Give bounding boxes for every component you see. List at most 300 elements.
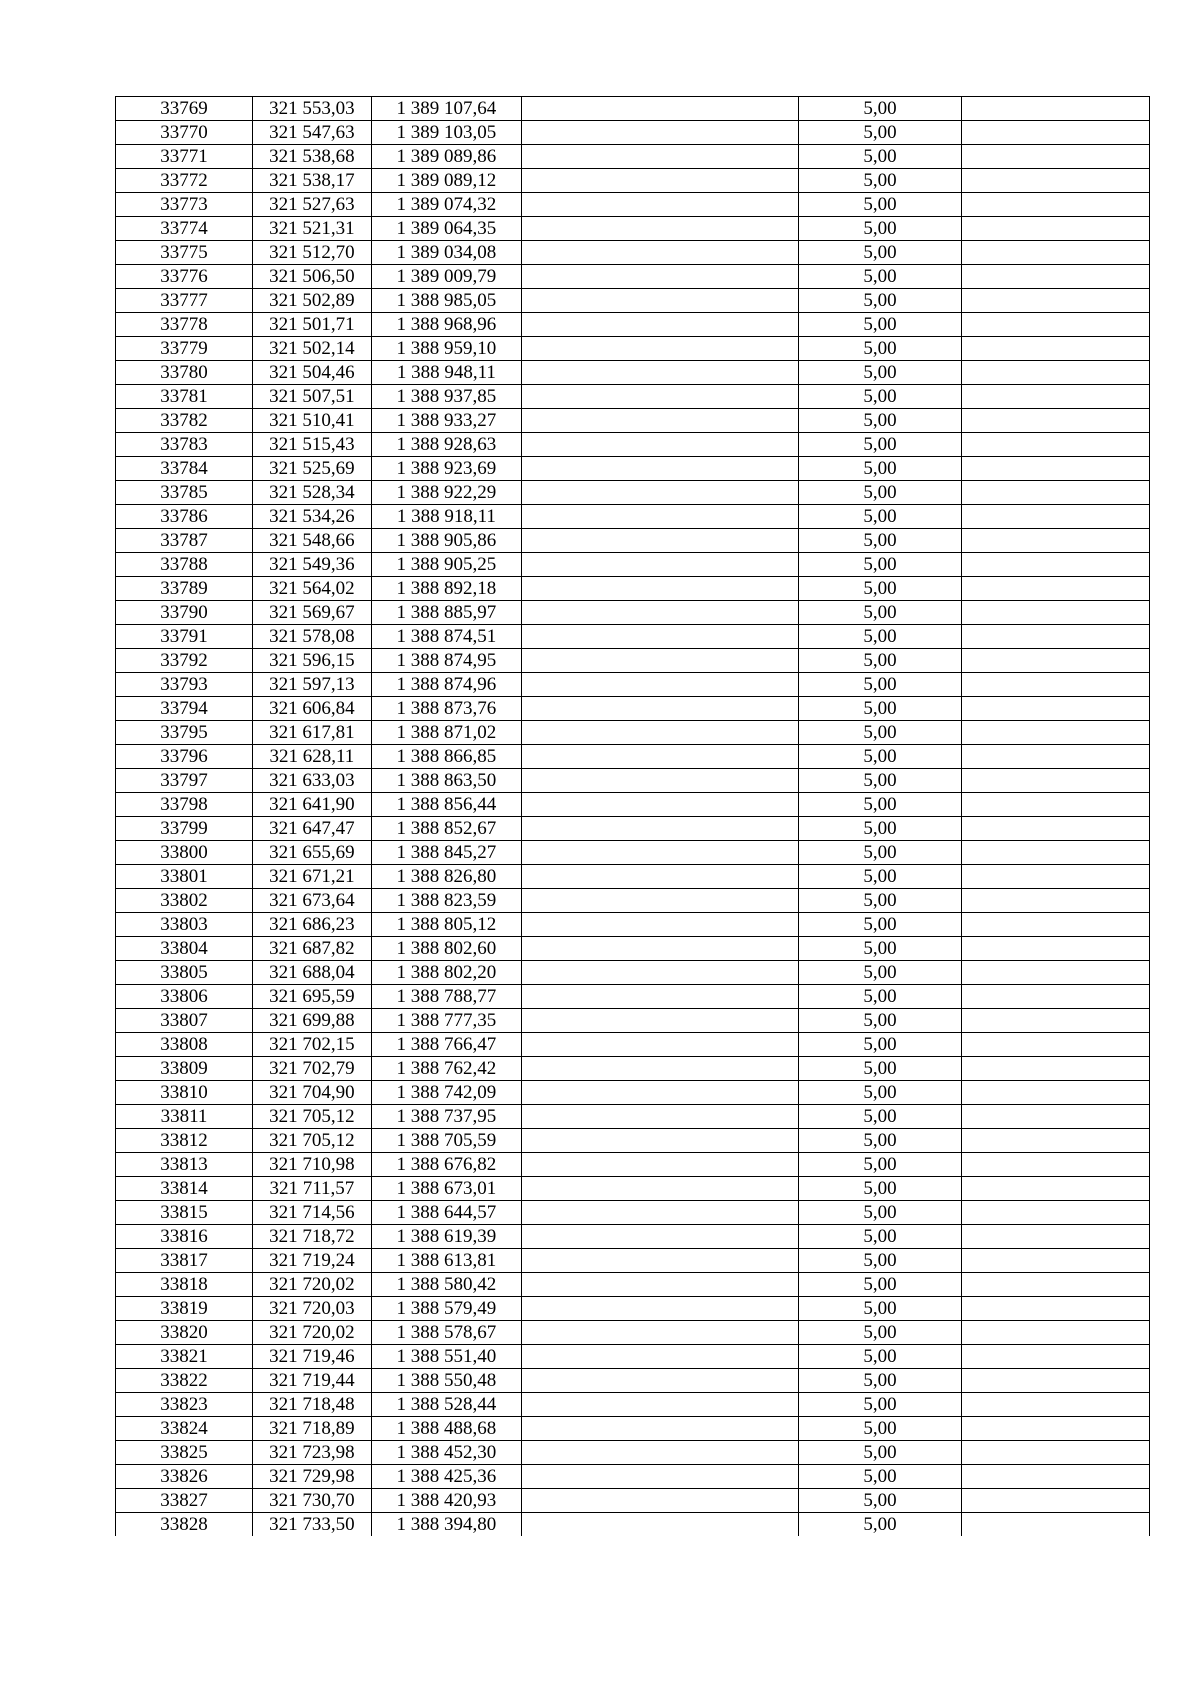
precision-value-cell: 5,00: [799, 1249, 962, 1273]
x-coordinate-cell: 321 702,79: [253, 1057, 372, 1081]
point-number-cell: 33798: [116, 793, 253, 817]
point-number-cell: 33810: [116, 1081, 253, 1105]
y-coordinate-cell: 1 388 892,18: [371, 577, 521, 601]
description-cell: [522, 577, 799, 601]
precision-value-cell: 5,00: [799, 817, 962, 841]
x-coordinate-cell: 321 597,13: [253, 673, 372, 697]
description-cell: [522, 1273, 799, 1297]
table-row: [116, 337, 1150, 361]
description-cell: [522, 385, 799, 409]
precision-value-cell: 5,00: [799, 1225, 962, 1249]
description-cell: [522, 1345, 799, 1369]
extra-cell: [961, 97, 1149, 121]
x-coordinate-cell: 321 525,69: [253, 457, 372, 481]
extra-cell: [961, 1249, 1149, 1273]
y-coordinate-cell: 1 388 856,44: [371, 793, 521, 817]
point-number-cell: 33772: [116, 169, 253, 193]
table-row: [116, 313, 1150, 337]
table-row: [116, 217, 1150, 241]
precision-value-cell: 5,00: [799, 793, 962, 817]
x-coordinate-cell: 321 564,02: [253, 577, 372, 601]
point-number-cell: 33799: [116, 817, 253, 841]
table-row: [116, 601, 1150, 625]
description-cell: [522, 313, 799, 337]
description-cell: [522, 145, 799, 169]
description-cell: [522, 361, 799, 385]
extra-cell: [961, 745, 1149, 769]
table-row: [116, 1177, 1150, 1201]
description-cell: [522, 1417, 799, 1441]
description-cell: [522, 1321, 799, 1345]
precision-value-cell: 5,00: [799, 745, 962, 769]
x-coordinate-cell: 321 688,04: [253, 961, 372, 985]
x-coordinate-cell: 321 647,47: [253, 817, 372, 841]
table-row: [116, 1153, 1150, 1177]
description-cell: [522, 625, 799, 649]
y-coordinate-cell: 1 388 959,10: [371, 337, 521, 361]
description-cell: [522, 913, 799, 937]
x-coordinate-cell: 321 705,12: [253, 1105, 372, 1129]
x-coordinate-cell: 321 704,90: [253, 1081, 372, 1105]
table-row: [116, 241, 1150, 265]
point-number-cell: 33818: [116, 1273, 253, 1297]
y-coordinate-cell: 1 388 488,68: [371, 1417, 521, 1441]
y-coordinate-cell: 1 388 742,09: [371, 1081, 521, 1105]
description-cell: [522, 937, 799, 961]
description-cell: [522, 505, 799, 529]
precision-value-cell: 5,00: [799, 265, 962, 289]
point-number-cell: 33819: [116, 1297, 253, 1321]
precision-value-cell: 5,00: [799, 1153, 962, 1177]
precision-value-cell: 5,00: [799, 1201, 962, 1225]
x-coordinate-cell: 321 512,70: [253, 241, 372, 265]
description-cell: [522, 961, 799, 985]
precision-value-cell: 5,00: [799, 97, 962, 121]
description-cell: [522, 169, 799, 193]
table-row: [116, 1297, 1150, 1321]
y-coordinate-cell: 1 388 420,93: [371, 1489, 521, 1513]
precision-value-cell: 5,00: [799, 1321, 962, 1345]
point-number-cell: 33807: [116, 1009, 253, 1033]
x-coordinate-cell: 321 699,88: [253, 1009, 372, 1033]
point-number-cell: 33789: [116, 577, 253, 601]
point-number-cell: 33791: [116, 625, 253, 649]
precision-value-cell: 5,00: [799, 409, 962, 433]
precision-value-cell: 5,00: [799, 145, 962, 169]
x-coordinate-cell: 321 569,67: [253, 601, 372, 625]
point-number-cell: 33784: [116, 457, 253, 481]
precision-value-cell: 5,00: [799, 769, 962, 793]
point-number-cell: 33800: [116, 841, 253, 865]
point-number-cell: 33809: [116, 1057, 253, 1081]
table-row: [116, 745, 1150, 769]
x-coordinate-cell: 321 671,21: [253, 865, 372, 889]
extra-cell: [961, 337, 1149, 361]
x-coordinate-cell: 321 723,98: [253, 1441, 372, 1465]
x-coordinate-cell: 321 733,50: [253, 1513, 372, 1537]
precision-value-cell: 5,00: [799, 553, 962, 577]
x-coordinate-cell: 321 673,64: [253, 889, 372, 913]
y-coordinate-cell: 1 388 580,42: [371, 1273, 521, 1297]
y-coordinate-cell: 1 388 918,11: [371, 505, 521, 529]
table-row: [116, 553, 1150, 577]
y-coordinate-cell: 1 388 644,57: [371, 1201, 521, 1225]
x-coordinate-cell: 321 720,02: [253, 1321, 372, 1345]
y-coordinate-cell: 1 388 805,12: [371, 913, 521, 937]
point-number-cell: 33802: [116, 889, 253, 913]
extra-cell: [961, 1153, 1149, 1177]
y-coordinate-cell: 1 388 826,80: [371, 865, 521, 889]
table-row: [116, 697, 1150, 721]
point-number-cell: 33796: [116, 745, 253, 769]
precision-value-cell: 5,00: [799, 985, 962, 1009]
point-number-cell: 33806: [116, 985, 253, 1009]
precision-value-cell: 5,00: [799, 121, 962, 145]
table-row: [116, 121, 1150, 145]
extra-cell: [961, 1009, 1149, 1033]
description-cell: [522, 241, 799, 265]
x-coordinate-cell: 321 549,36: [253, 553, 372, 577]
description-cell: [522, 1393, 799, 1417]
point-number-cell: 33769: [116, 97, 253, 121]
precision-value-cell: 5,00: [799, 1489, 962, 1513]
table-row: [116, 649, 1150, 673]
point-number-cell: 33816: [116, 1225, 253, 1249]
table-row: [116, 409, 1150, 433]
extra-cell: [961, 433, 1149, 457]
table-row: [116, 193, 1150, 217]
point-number-cell: 33785: [116, 481, 253, 505]
extra-cell: [961, 1105, 1149, 1129]
extra-cell: [961, 697, 1149, 721]
precision-value-cell: 5,00: [799, 625, 962, 649]
description-cell: [522, 1081, 799, 1105]
precision-value-cell: 5,00: [799, 649, 962, 673]
description-cell: [522, 817, 799, 841]
x-coordinate-cell: 321 538,17: [253, 169, 372, 193]
precision-value-cell: 5,00: [799, 601, 962, 625]
point-number-cell: 33782: [116, 409, 253, 433]
point-number-cell: 33826: [116, 1465, 253, 1489]
description-cell: [522, 409, 799, 433]
y-coordinate-cell: 1 388 425,36: [371, 1465, 521, 1489]
x-coordinate-cell: 321 547,63: [253, 121, 372, 145]
table-row: [116, 577, 1150, 601]
x-coordinate-cell: 321 718,72: [253, 1225, 372, 1249]
extra-cell: [961, 913, 1149, 937]
x-coordinate-cell: 321 730,70: [253, 1489, 372, 1513]
y-coordinate-cell: 1 388 874,96: [371, 673, 521, 697]
point-number-cell: 33823: [116, 1393, 253, 1417]
x-coordinate-cell: 321 719,44: [253, 1369, 372, 1393]
x-coordinate-cell: 321 548,66: [253, 529, 372, 553]
table-row: [116, 97, 1150, 121]
point-number-cell: 33776: [116, 265, 253, 289]
precision-value-cell: 5,00: [799, 169, 962, 193]
extra-cell: [961, 457, 1149, 481]
table-row: [116, 1009, 1150, 1033]
table-row: [116, 265, 1150, 289]
description-cell: [522, 337, 799, 361]
precision-value-cell: 5,00: [799, 1513, 962, 1537]
table-row: [116, 1369, 1150, 1393]
extra-cell: [961, 529, 1149, 553]
precision-value-cell: 5,00: [799, 1105, 962, 1129]
table-row: [116, 1201, 1150, 1225]
y-coordinate-cell: 1 389 107,64: [371, 97, 521, 121]
precision-value-cell: 5,00: [799, 1465, 962, 1489]
table-row: [116, 1033, 1150, 1057]
table-row: [116, 937, 1150, 961]
table-row: [116, 1345, 1150, 1369]
extra-cell: [961, 241, 1149, 265]
x-coordinate-cell: 321 686,23: [253, 913, 372, 937]
table-row: [116, 913, 1150, 937]
x-coordinate-cell: 321 515,43: [253, 433, 372, 457]
description-cell: [522, 217, 799, 241]
description-cell: [522, 1369, 799, 1393]
table-row: [116, 481, 1150, 505]
extra-cell: [961, 625, 1149, 649]
point-number-cell: 33797: [116, 769, 253, 793]
x-coordinate-cell: 321 501,71: [253, 313, 372, 337]
extra-cell: [961, 1201, 1149, 1225]
y-coordinate-cell: 1 388 866,85: [371, 745, 521, 769]
precision-value-cell: 5,00: [799, 1273, 962, 1297]
table-row: [116, 961, 1150, 985]
precision-value-cell: 5,00: [799, 937, 962, 961]
y-coordinate-cell: 1 388 802,20: [371, 961, 521, 985]
y-coordinate-cell: 1 388 905,86: [371, 529, 521, 553]
extra-cell: [961, 673, 1149, 697]
description-cell: [522, 1489, 799, 1513]
extra-cell: [961, 1225, 1149, 1249]
x-coordinate-cell: 321 528,34: [253, 481, 372, 505]
description-cell: [522, 1249, 799, 1273]
point-number-cell: 33820: [116, 1321, 253, 1345]
extra-cell: [961, 1129, 1149, 1153]
description-cell: [522, 1201, 799, 1225]
description-cell: [522, 1225, 799, 1249]
x-coordinate-cell: 321 687,82: [253, 937, 372, 961]
point-number-cell: 33805: [116, 961, 253, 985]
y-coordinate-cell: 1 388 873,76: [371, 697, 521, 721]
y-coordinate-cell: 1 388 863,50: [371, 769, 521, 793]
point-number-cell: 33828: [116, 1513, 253, 1537]
x-coordinate-cell: 321 718,48: [253, 1393, 372, 1417]
precision-value-cell: 5,00: [799, 1297, 962, 1321]
y-coordinate-cell: 1 389 034,08: [371, 241, 521, 265]
description-cell: [522, 601, 799, 625]
table-row: [116, 673, 1150, 697]
description-cell: [522, 1033, 799, 1057]
table-row: [116, 1465, 1150, 1489]
x-coordinate-cell: 321 628,11: [253, 745, 372, 769]
point-number-cell: 33775: [116, 241, 253, 265]
description-cell: [522, 745, 799, 769]
y-coordinate-cell: 1 388 676,82: [371, 1153, 521, 1177]
x-coordinate-cell: 321 711,57: [253, 1177, 372, 1201]
y-coordinate-cell: 1 389 089,12: [371, 169, 521, 193]
precision-value-cell: 5,00: [799, 505, 962, 529]
y-coordinate-cell: 1 388 705,59: [371, 1129, 521, 1153]
description-cell: [522, 1153, 799, 1177]
x-coordinate-cell: 321 506,50: [253, 265, 372, 289]
point-number-cell: 33825: [116, 1441, 253, 1465]
table-row: [116, 1441, 1150, 1465]
table-row: [116, 457, 1150, 481]
description-cell: [522, 433, 799, 457]
extra-cell: [961, 841, 1149, 865]
table-row: [116, 625, 1150, 649]
y-coordinate-cell: 1 388 777,35: [371, 1009, 521, 1033]
y-coordinate-cell: 1 388 933,27: [371, 409, 521, 433]
extra-cell: [961, 577, 1149, 601]
precision-value-cell: 5,00: [799, 361, 962, 385]
y-coordinate-cell: 1 388 613,81: [371, 1249, 521, 1273]
extra-cell: [961, 865, 1149, 889]
extra-cell: [961, 1345, 1149, 1369]
x-coordinate-cell: 321 719,46: [253, 1345, 372, 1369]
extra-cell: [961, 889, 1149, 913]
extra-cell: [961, 289, 1149, 313]
precision-value-cell: 5,00: [799, 1057, 962, 1081]
point-number-cell: 33824: [116, 1417, 253, 1441]
point-number-cell: 33801: [116, 865, 253, 889]
y-coordinate-cell: 1 388 550,48: [371, 1369, 521, 1393]
description-cell: [522, 769, 799, 793]
precision-value-cell: 5,00: [799, 1033, 962, 1057]
point-number-cell: 33770: [116, 121, 253, 145]
description-cell: [522, 673, 799, 697]
x-coordinate-cell: 321 606,84: [253, 697, 372, 721]
extra-cell: [961, 217, 1149, 241]
description-cell: [522, 553, 799, 577]
extra-cell: [961, 985, 1149, 1009]
point-number-cell: 33787: [116, 529, 253, 553]
point-number-cell: 33790: [116, 601, 253, 625]
y-coordinate-cell: 1 388 968,96: [371, 313, 521, 337]
description-cell: [522, 1105, 799, 1129]
x-coordinate-cell: 321 719,24: [253, 1249, 372, 1273]
table-row: [116, 865, 1150, 889]
point-number-cell: 33803: [116, 913, 253, 937]
precision-value-cell: 5,00: [799, 1345, 962, 1369]
x-coordinate-cell: 321 617,81: [253, 721, 372, 745]
precision-value-cell: 5,00: [799, 865, 962, 889]
y-coordinate-cell: 1 388 673,01: [371, 1177, 521, 1201]
precision-value-cell: 5,00: [799, 529, 962, 553]
extra-cell: [961, 1297, 1149, 1321]
y-coordinate-cell: 1 388 874,51: [371, 625, 521, 649]
x-coordinate-cell: 321 729,98: [253, 1465, 372, 1489]
description-cell: [522, 1297, 799, 1321]
extra-cell: [961, 1465, 1149, 1489]
description-cell: [522, 265, 799, 289]
x-coordinate-cell: 321 527,63: [253, 193, 372, 217]
y-coordinate-cell: 1 388 394,80: [371, 1513, 521, 1537]
table-row: [116, 793, 1150, 817]
description-cell: [522, 1009, 799, 1033]
table-row: [116, 361, 1150, 385]
table-row: [116, 889, 1150, 913]
coordinates-table-body: [116, 97, 1150, 1537]
y-coordinate-cell: 1 388 871,02: [371, 721, 521, 745]
x-coordinate-cell: 321 507,51: [253, 385, 372, 409]
extra-cell: [961, 1489, 1149, 1513]
precision-value-cell: 5,00: [799, 1369, 962, 1393]
table-row: [116, 841, 1150, 865]
y-coordinate-cell: 1 388 578,67: [371, 1321, 521, 1345]
description-cell: [522, 889, 799, 913]
point-number-cell: 33815: [116, 1201, 253, 1225]
extra-cell: [961, 1441, 1149, 1465]
extra-cell: [961, 193, 1149, 217]
y-coordinate-cell: 1 389 064,35: [371, 217, 521, 241]
precision-value-cell: 5,00: [799, 841, 962, 865]
extra-cell: [961, 505, 1149, 529]
table-row: [116, 169, 1150, 193]
y-coordinate-cell: 1 388 823,59: [371, 889, 521, 913]
description-cell: [522, 457, 799, 481]
y-coordinate-cell: 1 388 874,95: [371, 649, 521, 673]
precision-value-cell: 5,00: [799, 913, 962, 937]
description-cell: [522, 1057, 799, 1081]
precision-value-cell: 5,00: [799, 1441, 962, 1465]
point-number-cell: 33774: [116, 217, 253, 241]
table-row: [116, 1249, 1150, 1273]
description-cell: [522, 1513, 799, 1537]
x-coordinate-cell: 321 502,14: [253, 337, 372, 361]
table-row: [116, 1081, 1150, 1105]
precision-value-cell: 5,00: [799, 697, 962, 721]
y-coordinate-cell: 1 388 579,49: [371, 1297, 521, 1321]
precision-value-cell: 5,00: [799, 337, 962, 361]
y-coordinate-cell: 1 389 074,32: [371, 193, 521, 217]
point-number-cell: 33788: [116, 553, 253, 577]
point-number-cell: 33813: [116, 1153, 253, 1177]
point-number-cell: 33793: [116, 673, 253, 697]
extra-cell: [961, 265, 1149, 289]
precision-value-cell: 5,00: [799, 217, 962, 241]
extra-cell: [961, 1033, 1149, 1057]
x-coordinate-cell: 321 578,08: [253, 625, 372, 649]
y-coordinate-cell: 1 388 937,85: [371, 385, 521, 409]
extra-cell: [961, 601, 1149, 625]
point-number-cell: 33773: [116, 193, 253, 217]
point-number-cell: 33778: [116, 313, 253, 337]
precision-value-cell: 5,00: [799, 1177, 962, 1201]
description-cell: [522, 289, 799, 313]
extra-cell: [961, 409, 1149, 433]
precision-value-cell: 5,00: [799, 1393, 962, 1417]
extra-cell: [961, 121, 1149, 145]
precision-value-cell: 5,00: [799, 241, 962, 265]
x-coordinate-cell: 321 553,03: [253, 97, 372, 121]
precision-value-cell: 5,00: [799, 673, 962, 697]
precision-value-cell: 5,00: [799, 313, 962, 337]
precision-value-cell: 5,00: [799, 289, 962, 313]
precision-value-cell: 5,00: [799, 481, 962, 505]
y-coordinate-cell: 1 388 528,44: [371, 1393, 521, 1417]
point-number-cell: 33771: [116, 145, 253, 169]
y-coordinate-cell: 1 388 852,67: [371, 817, 521, 841]
extra-cell: [961, 793, 1149, 817]
precision-value-cell: 5,00: [799, 1009, 962, 1033]
y-coordinate-cell: 1 388 762,42: [371, 1057, 521, 1081]
description-cell: [522, 1465, 799, 1489]
y-coordinate-cell: 1 388 985,05: [371, 289, 521, 313]
